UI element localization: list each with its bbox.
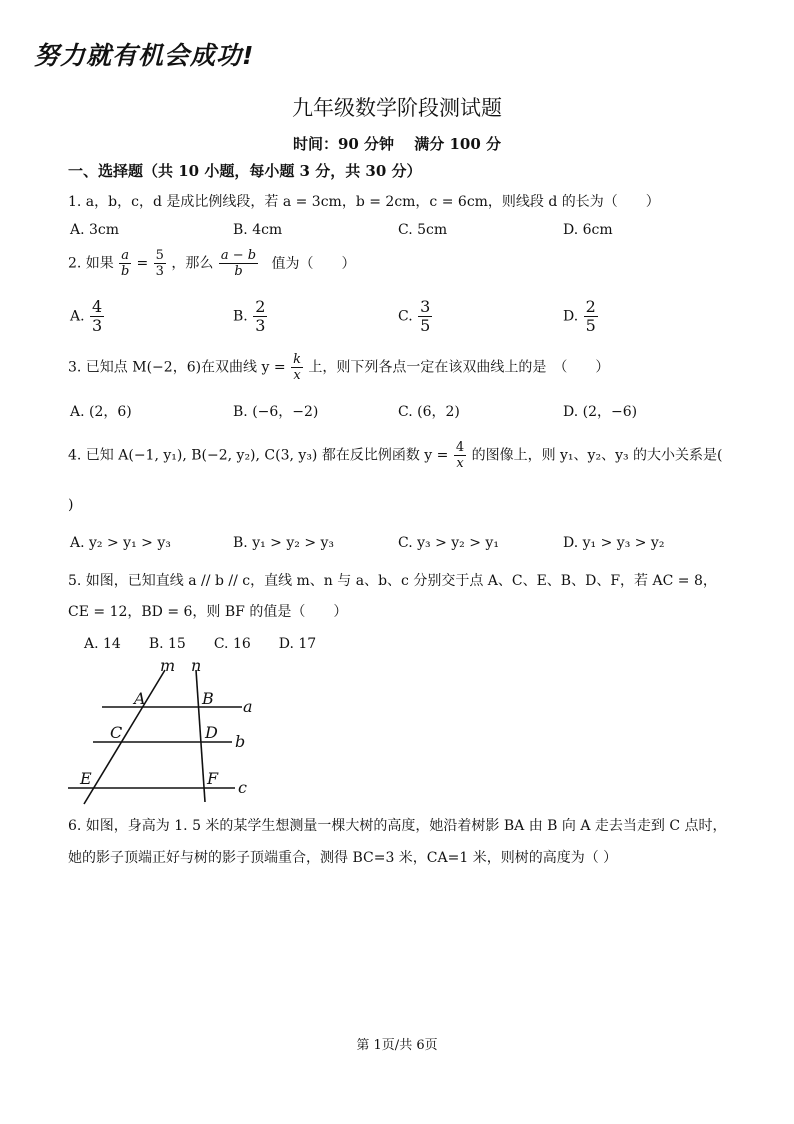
label-F: F xyxy=(207,769,219,788)
q3-option-b: B. (−6，−2) xyxy=(233,404,319,420)
q4-option-a: A. y₂ > y₁ > y₃ xyxy=(70,535,171,551)
question-5-line-2: CE = 12，BD = 6，则 BF 的值是（ ） xyxy=(68,604,348,620)
q3-option-d: D. (2，−6) xyxy=(563,404,638,420)
q4-option-d: D. y₁ > y₃ > y₂ xyxy=(563,535,665,551)
question-5-line-1: 5. 如图，已知直线 a // b // c，直线 m、n 与 a、b、c 分别交于点 A、C、E、B、D、F，若 AC = 8， xyxy=(68,573,717,589)
parallel-lines-figure xyxy=(60,656,280,808)
q3-option-a: A. (2，6) xyxy=(70,404,132,420)
exam-info: 时间：90 分钟 满分 100 分 xyxy=(292,135,502,153)
q3-suffix: 上，则下列各点一定在该双曲线上的是 （ ） xyxy=(308,359,610,376)
q3-option-c: C. (6，2) xyxy=(398,404,460,420)
q2-mid: ，那么 xyxy=(171,255,214,272)
question-3 xyxy=(68,352,609,383)
line-m xyxy=(84,670,165,804)
question-4 xyxy=(68,440,723,471)
q4-suffix: 的图像上，则 y₁、y₂、y₃ 的大小关系是( xyxy=(471,447,723,464)
q2-suffix: 值为（ ） xyxy=(271,255,356,272)
q4-option-b: B. y₁ > y₂ > y₃ xyxy=(233,535,335,551)
question-6-line-1: 6. 如图，身高为 1. 5 米的某学生想测量一棵大树的高度，她沿着树影 BA 由 B 向 A 走去当走到 C 点时， xyxy=(68,818,727,834)
section-heading: 一、选择题（共 10 小题，每小题 3 分，共 30 分） xyxy=(68,162,422,180)
q2-option-a: A. $\frac{4}{3}$ xyxy=(70,297,103,335)
q2-fraction-a-minus-b: $\frac{a - b}{b}$ xyxy=(220,248,257,279)
q2-option-b: B. $\frac{2}{3}$ xyxy=(233,297,266,335)
q1-option-a: A. 3cm xyxy=(70,222,120,238)
q1-option-c: C. 5cm xyxy=(398,222,448,238)
label-m: m xyxy=(160,656,176,675)
q2-prefix: 2. 如果 xyxy=(68,255,114,272)
q2-option-d: D. $\frac{2}{5}$ xyxy=(563,297,596,335)
question-6-line-2: 她的影子顶端正好与树的影子顶端重合，测得 BC=3 米，CA=1 米，则树的高度为（ ） xyxy=(68,850,618,866)
q1-option-b: B. 4cm xyxy=(233,222,283,238)
label-n: n xyxy=(191,656,202,675)
question-2 xyxy=(68,248,356,279)
label-b: b xyxy=(235,732,246,751)
q4-fraction-4-over-x: $\frac{4}{x}$ xyxy=(455,440,465,471)
q2-fraction-5-over-3: $\frac{5}{3}$ xyxy=(155,248,164,279)
q5-options: A. 14 B. 15 C. 16 D. 17 xyxy=(84,636,317,652)
label-D: D xyxy=(205,723,218,742)
page-title: 九年级数学阶段测试题 xyxy=(292,96,502,120)
q2-equals: = xyxy=(136,255,149,272)
q3-fraction-k-over-x: $\frac{k}{x}$ xyxy=(293,352,301,383)
q2-option-c: C. $\frac{3}{5}$ xyxy=(398,297,431,335)
slogan: 努力就有机会成功! xyxy=(34,41,255,70)
label-c: c xyxy=(238,778,247,797)
page-footer: 第 1页/共 6页 xyxy=(356,1038,438,1053)
q2-fraction-a-over-b: $\frac{a}{b}$ xyxy=(120,248,130,279)
label-C: C xyxy=(110,723,123,742)
label-B: B xyxy=(202,689,214,708)
q1-option-d: D. 6cm xyxy=(563,222,613,238)
question-1: 1. a，b，c，d 是成比例线段，若 a = 3cm，b = 2cm，c = 6cm，则线段 d 的长为（ ） xyxy=(68,194,660,210)
q4-close-paren: ) xyxy=(68,497,74,513)
label-a: a xyxy=(243,697,253,716)
q4-option-c: C. y₃ > y₂ > y₁ xyxy=(398,535,499,551)
label-A: A xyxy=(134,689,146,708)
q4-prefix: 4. 已知 A(−1, y₁), B(−2, y₂), C(3, y₃) 都在反比例函数 y = xyxy=(68,447,449,464)
q3-prefix: 3. 已知点 M(−2，6)在双曲线 y = xyxy=(68,359,286,376)
label-E: E xyxy=(80,769,92,788)
